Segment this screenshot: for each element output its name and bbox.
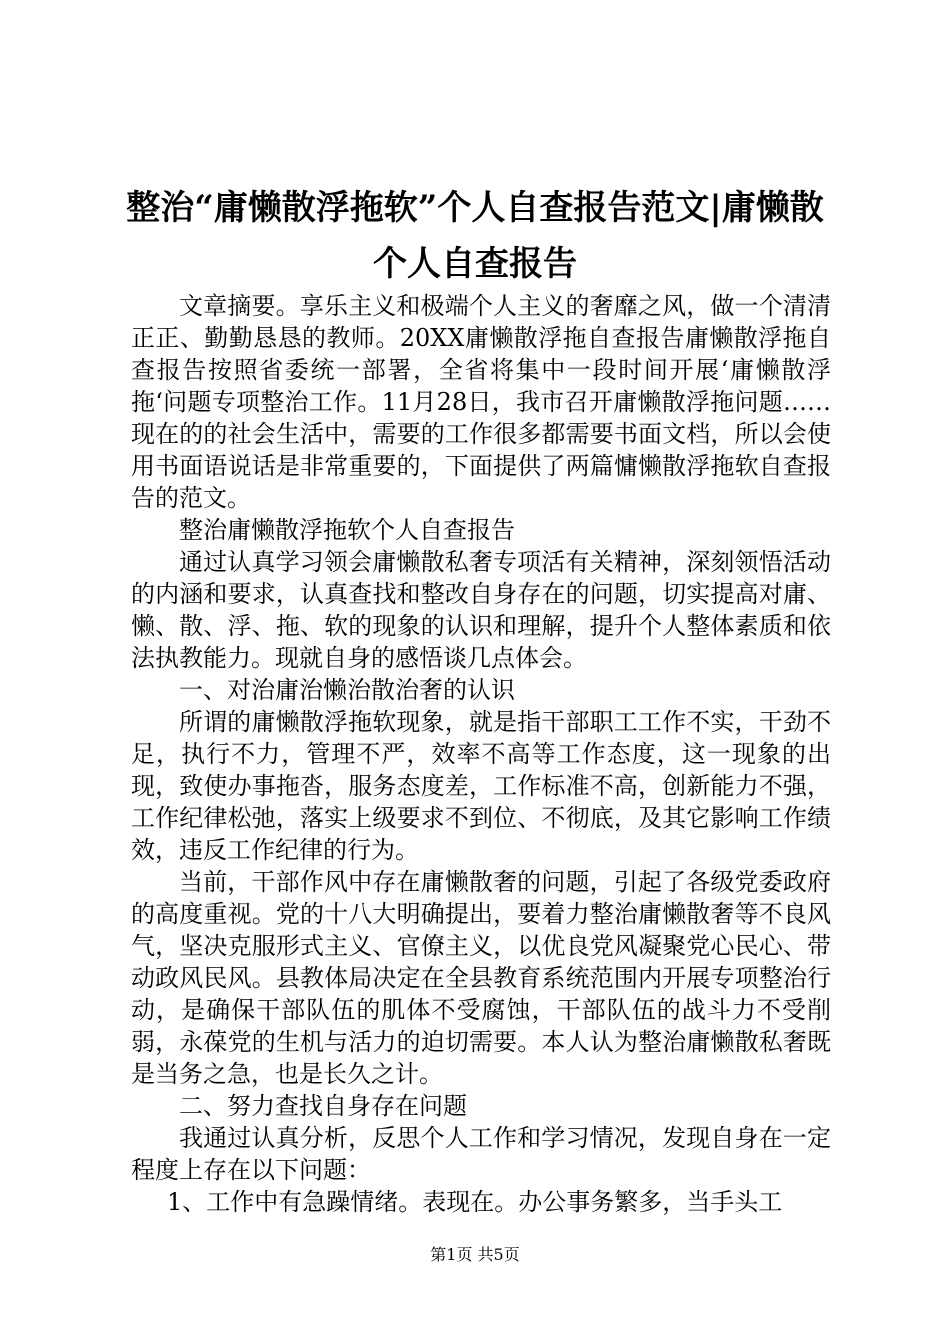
section-heading: 二、努力查找自身存在问题 xyxy=(179,1092,467,1120)
section-heading: 一、对治庸治懒治散治奢的认识 xyxy=(179,676,515,704)
abstract-paragraph: 文章摘要。享乐主义和极端个人主义的奢靡之风，做一个清清正正、勤勤恳恳的教师。20XX庸懒散浮拖自查报告庸懒散浮拖自查报告按照省委统一部署，全省将集中一段时间开展‘庸懒散浮拖‘问题专项整治工作。11月28日，我市召开庸懒散浮拖问题……现在的的社会生活中，需要的工作很多都需要书面文档，所以会使用书面语说话是非常重要的，下面提供了两篇慵懒散浮拖软自查报告的范文。 xyxy=(131,292,831,512)
page-number-footer: 第1页 共5页 xyxy=(430,1245,520,1264)
section-heading: 整治庸懒散浮拖软个人自查报告 xyxy=(179,516,515,544)
body-paragraph: 所谓的庸懒散浮拖软现象，就是指干部职工工作不实，干劲不足，执行不力，管理不严，效率不高等工作态度，这一现象的出现，致使办事拖沓，服务态度差，工作标准不高，创新能力不强，工作纪律松弛，落实上级要求不到位、不彻底，及其它影响工作绩效，违反工作纪律的行为。 xyxy=(131,708,831,864)
body-paragraph: 通过认真学习领会庸懒散私奢专项活有关精神，深刻领悟活动的内涵和要求，认真查找和整改自身存在的问题，切实提高对庸、懒、散、浮、拖、软的现象的认识和理解，提升个人整体素质和依法执教能力。现就自身的感悟谈几点体会。 xyxy=(131,548,831,672)
document-body xyxy=(131,290,831,1218)
list-item: 1、工作中有急躁情绪。表现在。办公事务繁多，当手头工 xyxy=(167,1188,783,1216)
body-paragraph: 我通过认真分析，反思个人工作和学习情况，发现自身在一定程度上存在以下问题： xyxy=(131,1124,831,1184)
body-paragraph: 当前，干部作风中存在庸懒散奢的问题，引起了各级党委政府的高度重视。党的十八大明确提出，要着力整治庸懒散奢等不良风气，坚决克服形式主义、官僚主义，以优良党风凝聚党心民心、带动政风民风。县教体局决定在全县教育系统范围内开展专项整治行动，是确保干部队伍的肌体不受腐蚀，干部队伍的战斗力不受削弱，永葆党的生机与活力的迫切需要。本人认为整治庸懒散私奢既是当务之急，也是长久之计。 xyxy=(131,868,831,1088)
document-title: 整治“庸懒散浮拖软”个人自查报告范文|庸懒散个人自查报告 xyxy=(126,188,824,284)
